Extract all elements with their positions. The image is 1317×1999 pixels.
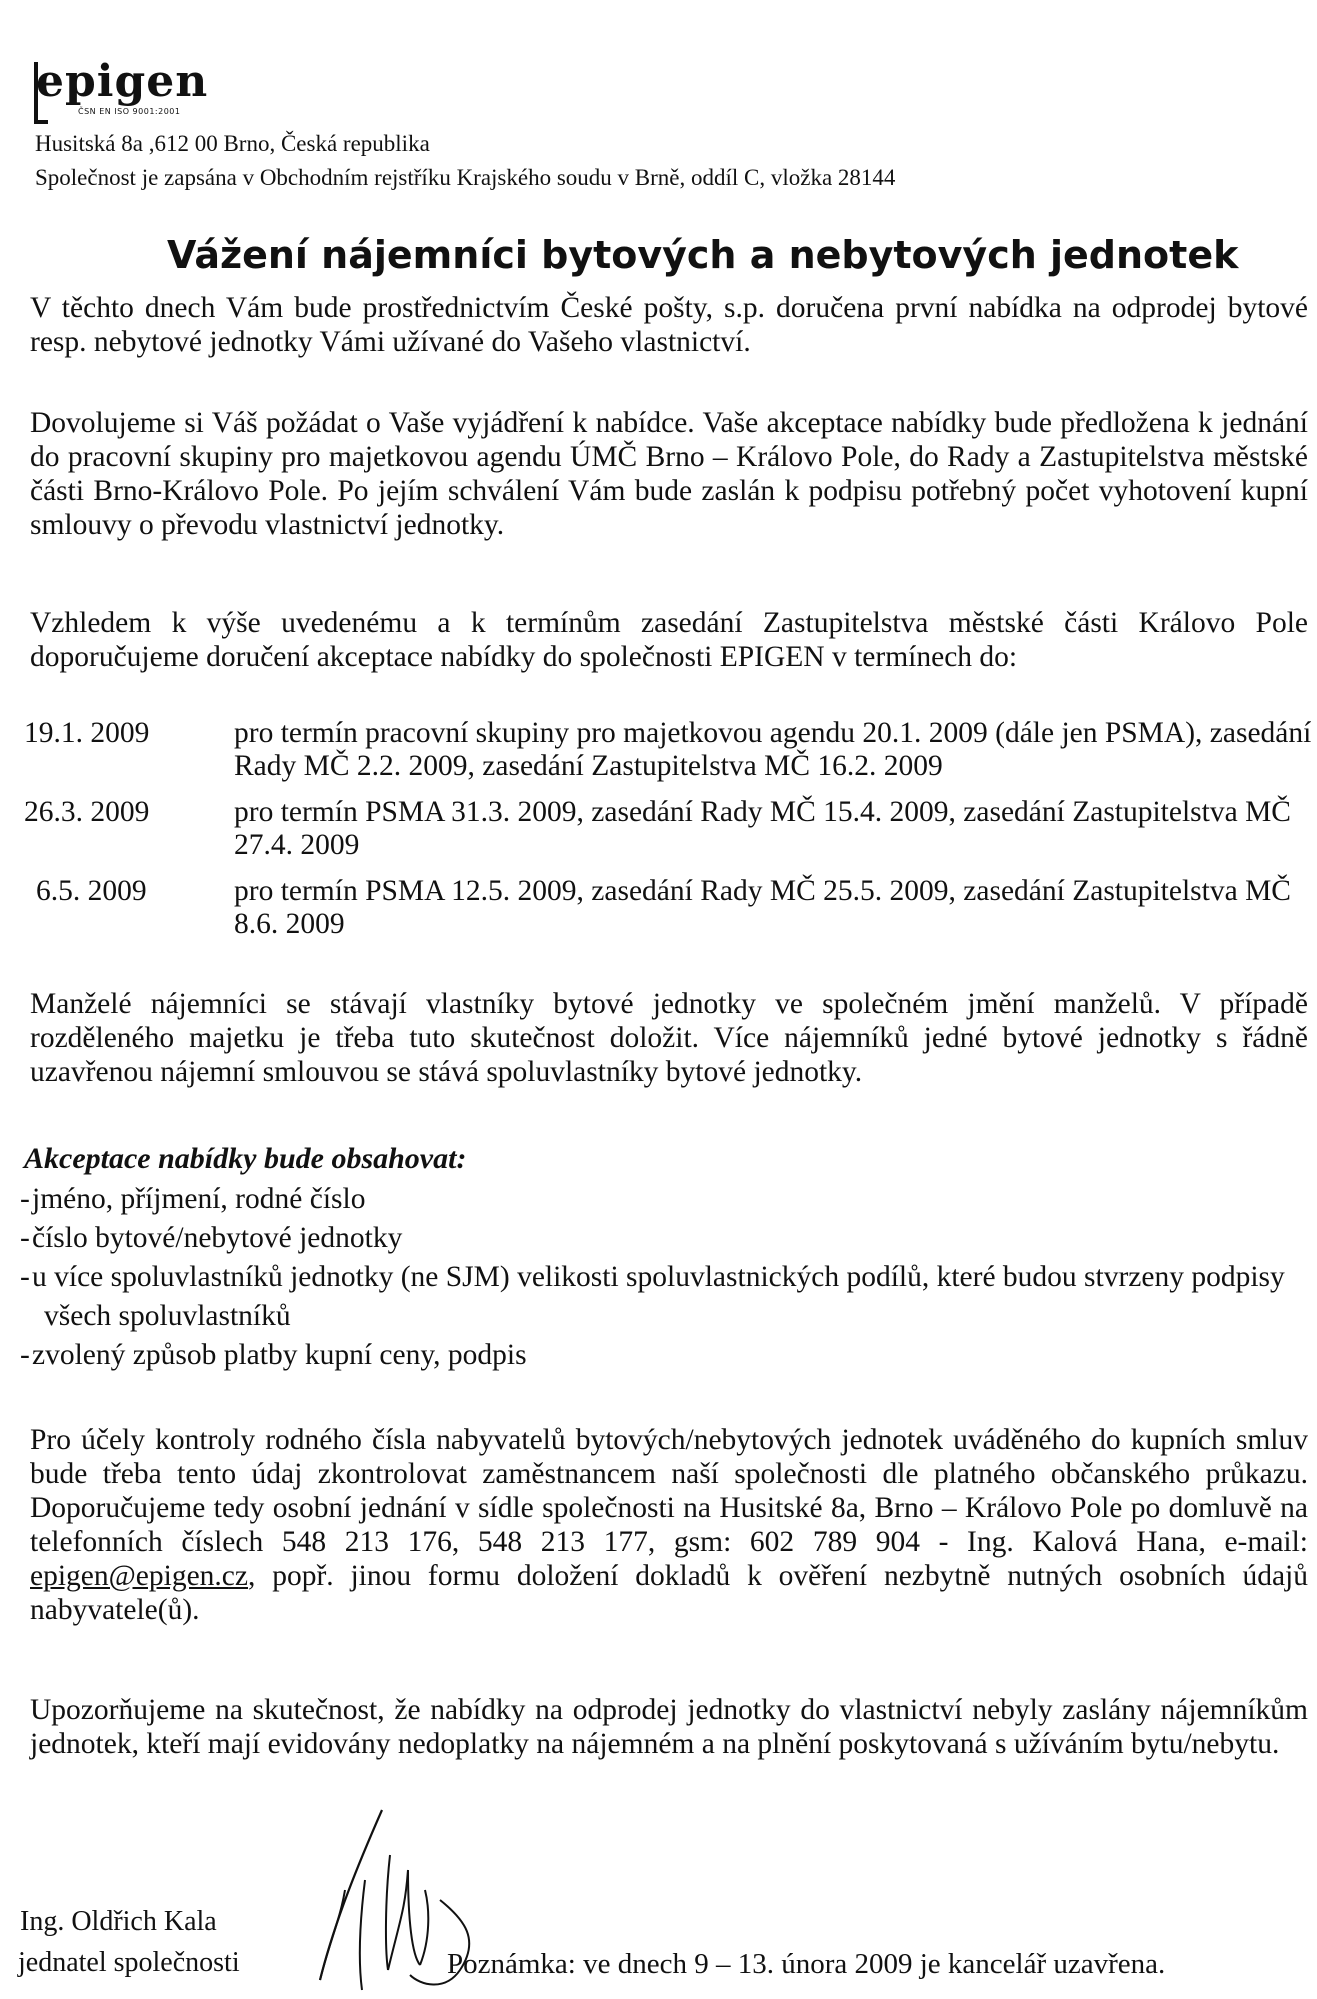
paragraph-notice bbox=[30, 1693, 1308, 1761]
deadline-description: pro termín pracovní skupiny pro majetkovou agendu 20.1. 2009 (dále jen PSMA), zasedání Rady MČ 2.2. 2009, zasedání Zastupitelstva MČ 16.2. 2009 bbox=[234, 717, 1312, 782]
list-item-text: zvolený způsob platby kupní ceny, podpis bbox=[32, 1339, 527, 1371]
acceptance-heading: Akceptace nabídky bude obsahovat: bbox=[24, 1142, 467, 1175]
list-item-text: u více spoluvlastníků jednotky (ne SJM) velikosti spoluvlastnických podílů, které budou stvrzeny podpisy všech spoluvlastníků bbox=[32, 1261, 1285, 1332]
deadline-description: pro termín PSMA 12.5. 2009, zasedání Rady MČ 25.5. 2009, zasedání Zastupitelstva MČ 8.6. 2009 bbox=[234, 875, 1291, 940]
signatory-name: Ing. Oldřich Kala bbox=[20, 1906, 217, 1937]
deadline-date: 6.5. 2009 bbox=[36, 875, 147, 907]
list-item-text: jméno, příjmení, rodné číslo bbox=[32, 1183, 366, 1215]
paragraph-text-part: Pro účely kontroly rodného čísla nabyvatelů bytových/nebytových jednotek uváděného do kupních smluv bude třeba tento údaj zkontrolovat zaměstnancem naší společnosti dle platného občanského průkazu. Doporučujeme tedy osobní jednání v sídle společnosti na Husitské 8a, Brno – Královo Pole po domluvě na telefonních číslech 548 213 176, 548 213 177, gsm: 602 789 904 - Ing. Kalová Hana, e-mail: bbox=[30, 1424, 1308, 1558]
paragraph-request bbox=[30, 406, 1308, 542]
paragraph-text: Dovolujeme si Váš požádat o Vaše vyjádření k nabídce. Vaše akceptace nabídky bude předložena k jednání do pracovní skupiny pro majetkovou agendu ÚMČ Brno – Královo Pole, do Rady a Zastupitelstva městské části Brno-Královo Pole. Po jejím schválení Vám bude zaslán k podpisu potřebný počet vyhotovení kupní smlouvy o převodu vlastnictví jednotky. bbox=[30, 407, 1308, 541]
paragraph-intro bbox=[30, 291, 1308, 359]
email-link[interactable]: epigen@epigen.cz bbox=[30, 1560, 248, 1592]
list-item: - zvolený způsob platby kupní ceny, podpis bbox=[20, 1336, 1310, 1375]
paragraph-text-part: , popř. jinou formu doložení dokladů k ověření nezbytně nutných osobních údajů nabyvatele(ů). bbox=[30, 1560, 1308, 1626]
company-logo: epigen bbox=[36, 56, 209, 107]
list-item: - jméno, příjmení, rodné číslo bbox=[20, 1180, 1310, 1219]
paragraph-spouses bbox=[30, 987, 1308, 1089]
acceptance-list bbox=[20, 1180, 1310, 1375]
paragraph-text bbox=[30, 1423, 1308, 1627]
paragraph-verification bbox=[30, 1423, 1308, 1627]
deadline-row bbox=[24, 875, 1314, 941]
company-registry: Společnost je zapsána v Obchodním rejstříku Krajského soudu v Brně, oddíl C, vložka 28144 bbox=[35, 165, 896, 190]
logo-certification: ČSN EN ISO 9001:2001 bbox=[78, 107, 181, 116]
company-address: Husitská 8a ,612 00 Brno, Česká republika bbox=[35, 131, 430, 156]
deadline-date: 26.3. 2009 bbox=[24, 796, 150, 828]
deadline-row bbox=[24, 796, 1314, 862]
deadline-description: pro termín PSMA 31.3. 2009, zasedání Rady MČ 15.4. 2009, zasedání Zastupitelstva MČ 27.4. 2009 bbox=[234, 796, 1291, 861]
list-item: - u více spoluvlastníků jednotky (ne SJM) velikosti spoluvlastnických podílů, které budou stvrzeny podpisy všech spoluvlastníků bbox=[20, 1258, 1310, 1336]
office-closure-note: Poznámka: ve dnech 9 – 13. února 2009 je kancelář uzavřena. bbox=[447, 1948, 1166, 1980]
deadline-list bbox=[24, 717, 1314, 954]
document-title: Vážení nájemníci bytových a nebytových jednotek bbox=[167, 233, 1239, 277]
paragraph-deadlines-intro bbox=[30, 606, 1308, 674]
deadline-date: 19.1. 2009 bbox=[24, 717, 150, 749]
paragraph-text: Manželé nájemníci se stávají vlastníky bytové jednotky ve společném jmění manželů. V případě rozděleného majetku je třeba tuto skutečnost doložit. Více nájemníků jedné bytové jednotky s řádně uzavřenou nájemní smlouvou se stává spoluvlastníky bytové jednotky. bbox=[30, 988, 1308, 1088]
signatory-role: jednatel společnosti bbox=[18, 1947, 240, 1978]
paragraph-text: V těchto dnech Vám bude prostřednictvím České pošty, s.p. doručena první nabídka na odprodej bytové resp. nebytové jednotky Vámi užívané do Vašeho vlastnictví. bbox=[30, 292, 1308, 358]
list-item-text: číslo bytové/nebytové jednotky bbox=[32, 1222, 403, 1254]
paragraph-text: Vzhledem k výše uvedenému a k termínům zasedání Zastupitelstva městské části Královo Pole doporučujeme doručení akceptace nabídky do společnosti EPIGEN v termínech do: bbox=[30, 607, 1308, 673]
deadline-row bbox=[24, 717, 1314, 783]
list-item: - číslo bytové/nebytové jednotky bbox=[20, 1219, 1310, 1258]
paragraph-text: Upozorňujeme na skutečnost, že nabídky na odprodej jednotky do vlastnictví nebyly zaslány nájemníkům jednotek, kteří mají evidovány nedoplatky na nájemném a na plnění poskytovaná s užíváním bytu/nebytu. bbox=[30, 1694, 1308, 1760]
